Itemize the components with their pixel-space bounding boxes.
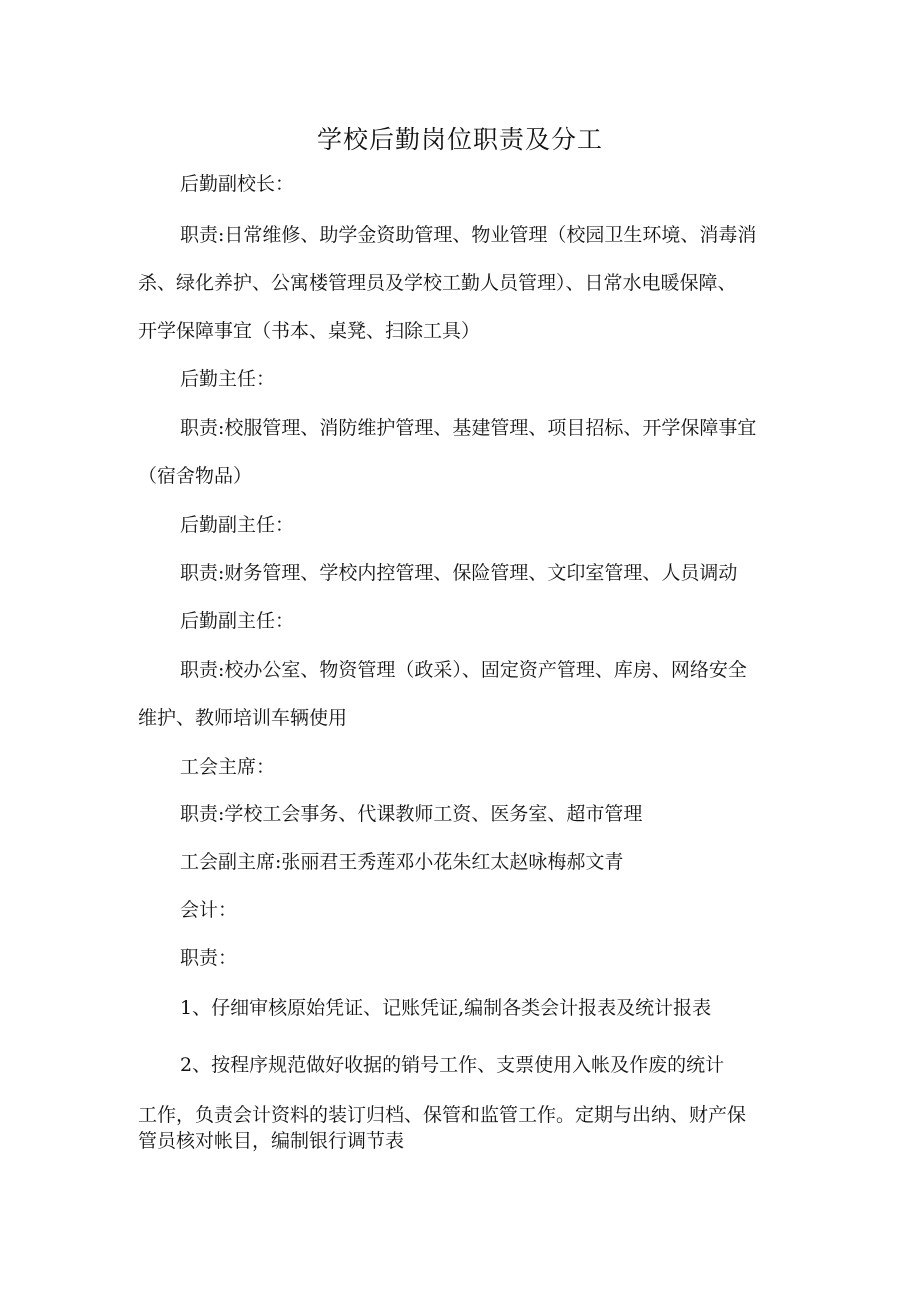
document-title: 学校后勤岗位职责及分工 bbox=[316, 125, 603, 154]
duty-text-line: （宿舍物品） bbox=[138, 465, 253, 487]
duty-text-line: 职责:日常维修、助学金资助管理、物业管理（校园卫生环境、消毒消 bbox=[180, 224, 757, 246]
duty-item-1: 1、仔细审核原始凭证、记账凭证,编制各类会计报表及统计报表 bbox=[180, 997, 712, 1019]
section-heading-vice-principal: 后勤副校长： bbox=[180, 173, 295, 195]
union-vice-chair-line: 工会副主席:张丽君王秀莲邓小花朱红太赵咏梅郝文青 bbox=[180, 851, 624, 873]
duty-text-line: 开学保障事宜（书本、桌凳、扫除工具） bbox=[138, 320, 481, 342]
duty-text-line: 职责:财务管理、学校内控管理、保险管理、文印室管理、人员调动 bbox=[180, 562, 738, 584]
duty-text-line: 维护、教师培训车辆使用 bbox=[138, 707, 348, 729]
section-heading-deputy-director: 后勤副主任： bbox=[180, 514, 295, 536]
duty-text-line: 职责:校服管理、消防维护管理、基建管理、项目招标、开学保障事宜 bbox=[180, 417, 757, 439]
duty-label: 职责： bbox=[180, 947, 238, 969]
duty-text-line: 管员核对帐目，编制银行调节表 bbox=[138, 1130, 405, 1152]
duty-text-line: 杀、绿化养护、公寓楼管理员及学校工勤人员管理）、日常水电暖保障、 bbox=[138, 272, 737, 294]
duty-item-2: 2、按程序规范做好收据的销号工作、支票使用入帐及作废的统计 bbox=[180, 1054, 725, 1076]
duty-text-line: 工作，负责会计资料的装订归档、保管和监管工作。定期与出纳、财产保 bbox=[138, 1104, 747, 1126]
duty-text-line: 职责:校办公室、物资管理（政采）、固定资产管理、库房、网络安全 bbox=[180, 659, 747, 681]
duty-text-line: 职责:学校工会事务、代课教师工资、医务室、超市管理 bbox=[180, 803, 643, 825]
section-heading-deputy-director: 后勤副主任： bbox=[180, 610, 295, 632]
section-heading-director: 后勤主任： bbox=[180, 368, 276, 390]
section-heading-union-chair: 工会主席： bbox=[180, 756, 276, 778]
section-heading-accountant: 会计： bbox=[180, 899, 238, 921]
